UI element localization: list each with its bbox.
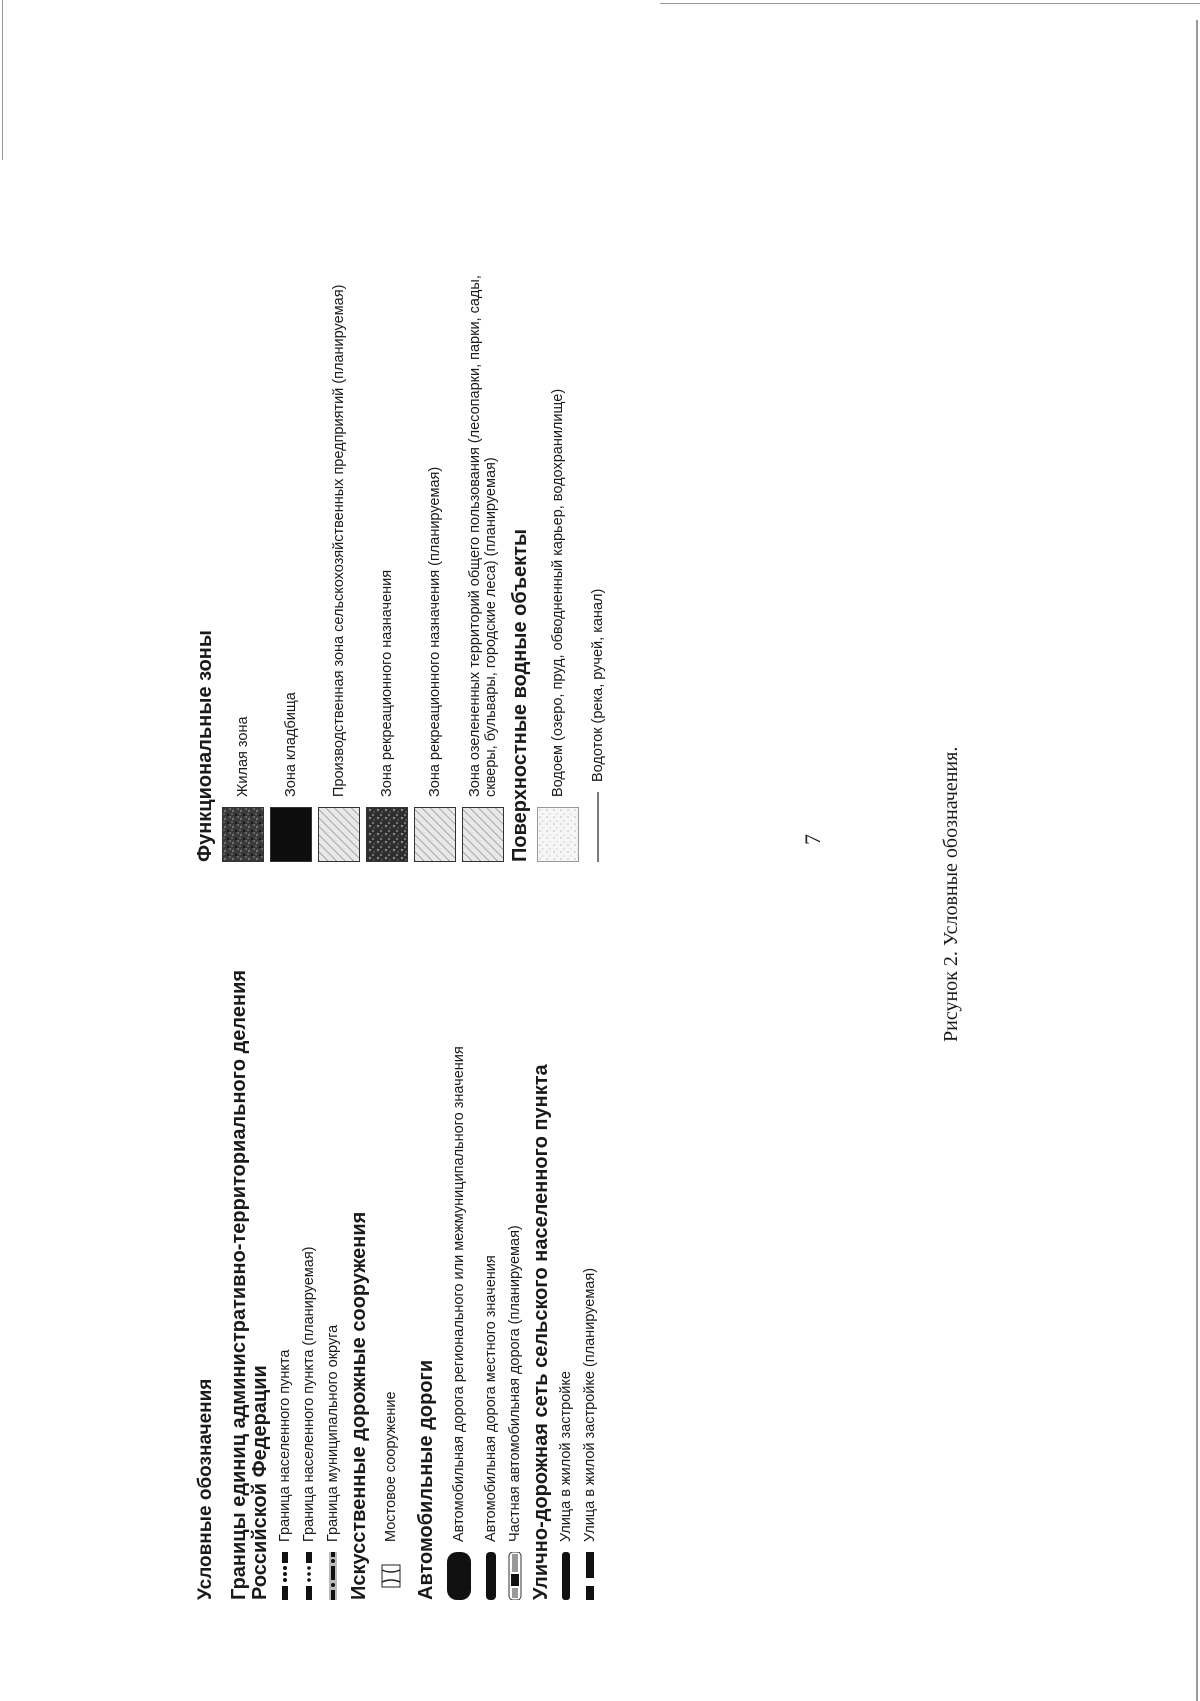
section-title-street-network: Улично-дорожная сеть сельского населенного пункта <box>530 1064 552 1600</box>
agri-production-zone-swatch <box>318 807 360 862</box>
street-icon <box>559 1552 573 1600</box>
section-title-water-objects: Поверхностные водные объекты <box>509 528 531 862</box>
legend-title: Условные обозначения <box>195 1378 216 1600</box>
legend-item <box>222 220 264 862</box>
legend-item-label: Зона рекреационного назначения (планируемая) <box>427 466 443 797</box>
scan-border-top <box>660 3 1200 4</box>
water-body-swatch <box>537 807 579 862</box>
section-title-functional-zones: Функциональные зоны <box>194 630 216 862</box>
private-road-planned-icon <box>507 1552 523 1600</box>
section-title-roads: Автомобильные дороги <box>415 1359 437 1600</box>
legend-item <box>318 220 360 862</box>
legend-item-label: Водоток (река, ручей, канал) <box>590 588 606 782</box>
legend-item-label: Граница населенного пункта <box>277 1349 293 1542</box>
legend-sheet <box>195 220 795 1600</box>
legend-item <box>301 880 317 1600</box>
legend-item <box>366 220 408 862</box>
page-number: 7 <box>800 834 825 845</box>
cemetery-zone-swatch <box>270 807 312 862</box>
legend-item-label: Автомобильная дорога регионального или межмуниципального значения <box>451 1046 467 1542</box>
legend-item-label: Водоем (озеро, пруд, обводненный карьер, водохранилище) <box>550 388 566 797</box>
legend-item <box>462 220 504 862</box>
legend-item <box>277 880 293 1600</box>
legend-item-label: Зона рекреационного назначения <box>379 569 395 797</box>
residential-zone-swatch <box>222 807 264 862</box>
legend-item-label: Граница населенного пункта (планируемая) <box>301 1246 317 1542</box>
legend-item <box>507 880 523 1600</box>
legend-item <box>558 880 574 1600</box>
legend-left-column <box>195 880 606 1600</box>
legend-item <box>414 220 456 862</box>
legend-item <box>325 880 341 1600</box>
scan-border-left <box>2 0 3 160</box>
recreation-zone-swatch <box>366 807 408 862</box>
legend-item-label: Улица в жилой застройке <box>558 1371 574 1542</box>
legend-item-label: Автомобильная дорога местного значения <box>483 1255 499 1542</box>
legend-item-label: Производственная зона сельскохозяйственных предприятий (планируемая) <box>331 284 347 797</box>
watercourse-line-icon <box>585 792 611 862</box>
scan-border-right <box>1196 20 1198 1701</box>
legend-item-label: Граница муниципального округа <box>325 1324 341 1542</box>
legend-item-label: Жилая зона <box>235 716 251 797</box>
legend-item-label: Мостовое сооружение <box>383 1391 399 1542</box>
legend-item <box>443 880 475 1600</box>
boundary-dotted-planned-icon <box>302 1552 316 1600</box>
section-title-road-structures: Искусственные дорожные сооружения <box>348 1211 370 1600</box>
regional-road-icon <box>443 1552 475 1600</box>
legend-item <box>582 880 598 1600</box>
legend-item <box>585 220 611 862</box>
figure-caption: Рисунок 2. Условные обозначения. <box>940 746 962 1042</box>
boundary-municipal-icon <box>326 1552 340 1600</box>
legend-item <box>483 880 499 1600</box>
legend-right-column <box>195 220 617 862</box>
legend-item <box>376 880 406 1600</box>
legend-item <box>270 220 312 862</box>
section-title-boundaries: Границы единиц административно-территориального деления Российской Федерации <box>228 969 271 1600</box>
legend-item-label: Улица в жилой застройке (планируемая) <box>582 1267 598 1542</box>
boundary-dashdot-icon <box>278 1552 292 1600</box>
legend-item-label: Зона озелененных территорий общего пользования (лесопарки, парки, сады, скверы, бульвары, городские леса) (планируемая) <box>467 275 499 797</box>
bridge-icon <box>376 1552 406 1600</box>
legend-item-label: Частная автомобильная дорога (планируемая) <box>507 1225 523 1542</box>
green-zone-planned-swatch <box>462 807 504 862</box>
legend-item <box>537 220 579 862</box>
legend-item-label: Зона кладбища <box>283 692 299 797</box>
street-planned-icon <box>583 1552 597 1600</box>
local-road-icon <box>484 1552 498 1600</box>
recreation-zone-planned-swatch <box>414 807 456 862</box>
